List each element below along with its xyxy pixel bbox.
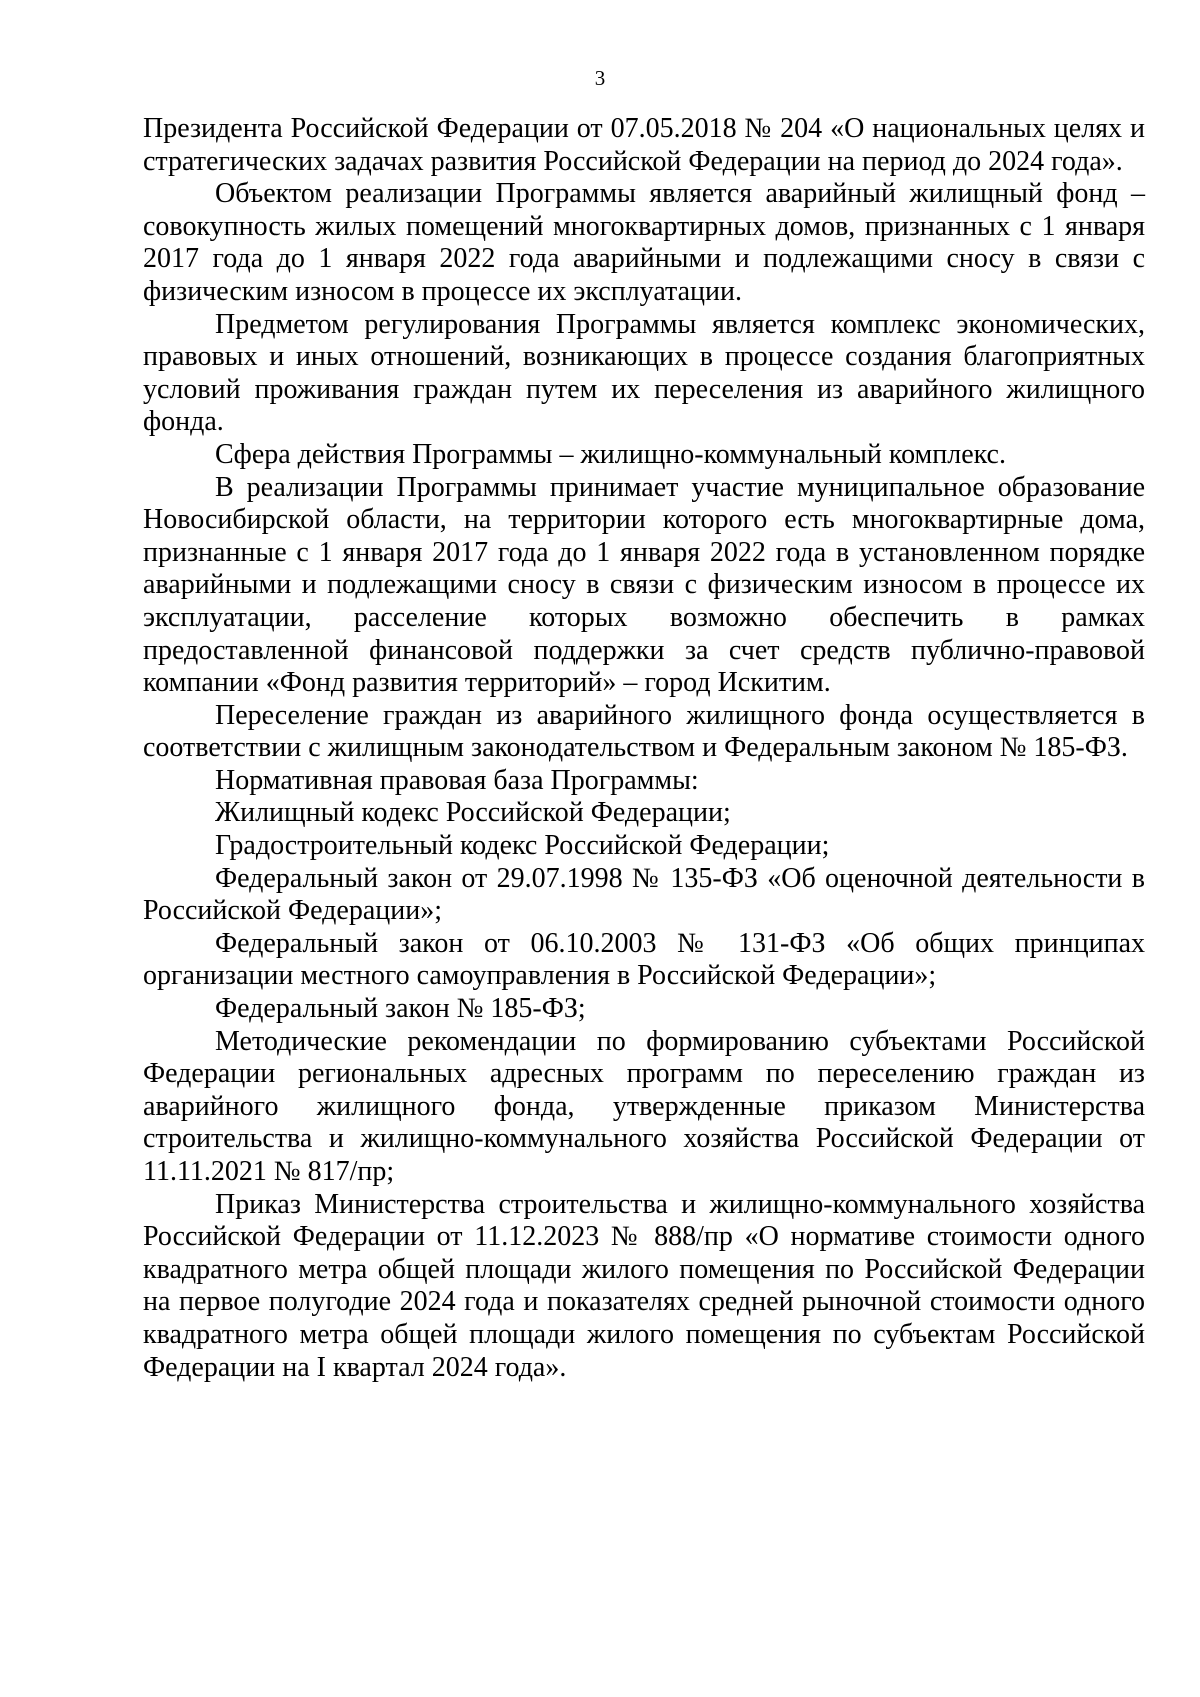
paragraph-participants: В реализации Программы принимает участие муниципальное образование Новосибирской области, на территории которого есть многоквартирные дома, признанные с 1 января 2017 года до 1 января 2022 года в установленном порядке аварийными и подлежащими сносу в связи с физическим износом в процессе их эксплуатации, расселение которых возможно обеспечить в рамках предоставленной финансовой поддержки за счет средств публично-правовой компании «Фонд развития территорий» – город Искитим. <box>143 471 1145 699</box>
paragraph-resettlement: Переселение граждан из аварийного жилищного фонда осуществляется в соответствии с жилищным законодательством и Федеральным законом № 185-ФЗ. <box>143 699 1145 764</box>
document-body <box>143 113 1145 1384</box>
paragraph-law-185: Федеральный закон № 185-ФЗ; <box>215 993 586 1025</box>
paragraph-legal-basis-heading: Нормативная правовая база Программы: <box>215 764 699 796</box>
paragraph-urban-planning-code: Градостроительный кодекс Российской Федерации; <box>215 830 830 862</box>
page-number: 3 <box>594 66 606 90</box>
paragraph-law-131: Федеральный закон от 06.10.2003 № 131-ФЗ «Об общих принципах организации местного самоуправления в Российской Федерации»; <box>143 927 1145 992</box>
paragraph-program-scope: Сфера действия Программы – жилищно-коммунальный комплекс. <box>215 438 1006 470</box>
paragraph-ministry-order: Приказ Министерства строительства и жилищно-коммунального хозяйства Российской Федерации от 11.12.2023 № 888/пр «О нормативе стоимости одного квадратного метра общей площади жилого помещения по Российской Федерации на первое полугодие 2024 года и показателях средней рыночной стоимости одного квадратного метра общей площади жилого помещения по субъектам Российской Федерации на I квартал 2024 года». <box>143 1188 1145 1383</box>
paragraph-methodical-recommendations: Методические рекомендации по формированию субъектами Российской Федерации региональных адресных программ по переселению граждан из аварийного жилищного фонда, утвержденные приказом Министерства строительства и жилищно-коммунального хозяйства Российской Федерации от 11.11.2021 № 817/пр; <box>143 1025 1145 1187</box>
paragraph-housing-code: Жилищный кодекс Российской Федерации; <box>215 797 731 829</box>
paragraph-decree-continuation: Президента Российской Федерации от 07.05.2018 № 204 «О национальных целях и стратегических задачах развития Российской Федерации на период до 2024 года». <box>143 113 1145 177</box>
paragraph-law-135: Федеральный закон от 29.07.1998 № 135-ФЗ «Об оценочной деятельности в Российской Федерации»; <box>143 862 1145 927</box>
paragraph-program-object: Объектом реализации Программы является аварийный жилищный фонд – совокупность жилых помещений многоквартирных домов, признанных с 1 января 2017 года до 1 января 2022 года аварийными и подлежащими сносу в связи с физическим износом в процессе их эксплуатации. <box>143 178 1145 307</box>
paragraph-regulation-subject: Предметом регулирования Программы является комплекс экономических, правовых и иных отношений, возникающих в процессе создания благоприятных условий проживания граждан путем их переселения из аварийного жилищного фонда. <box>143 308 1145 438</box>
